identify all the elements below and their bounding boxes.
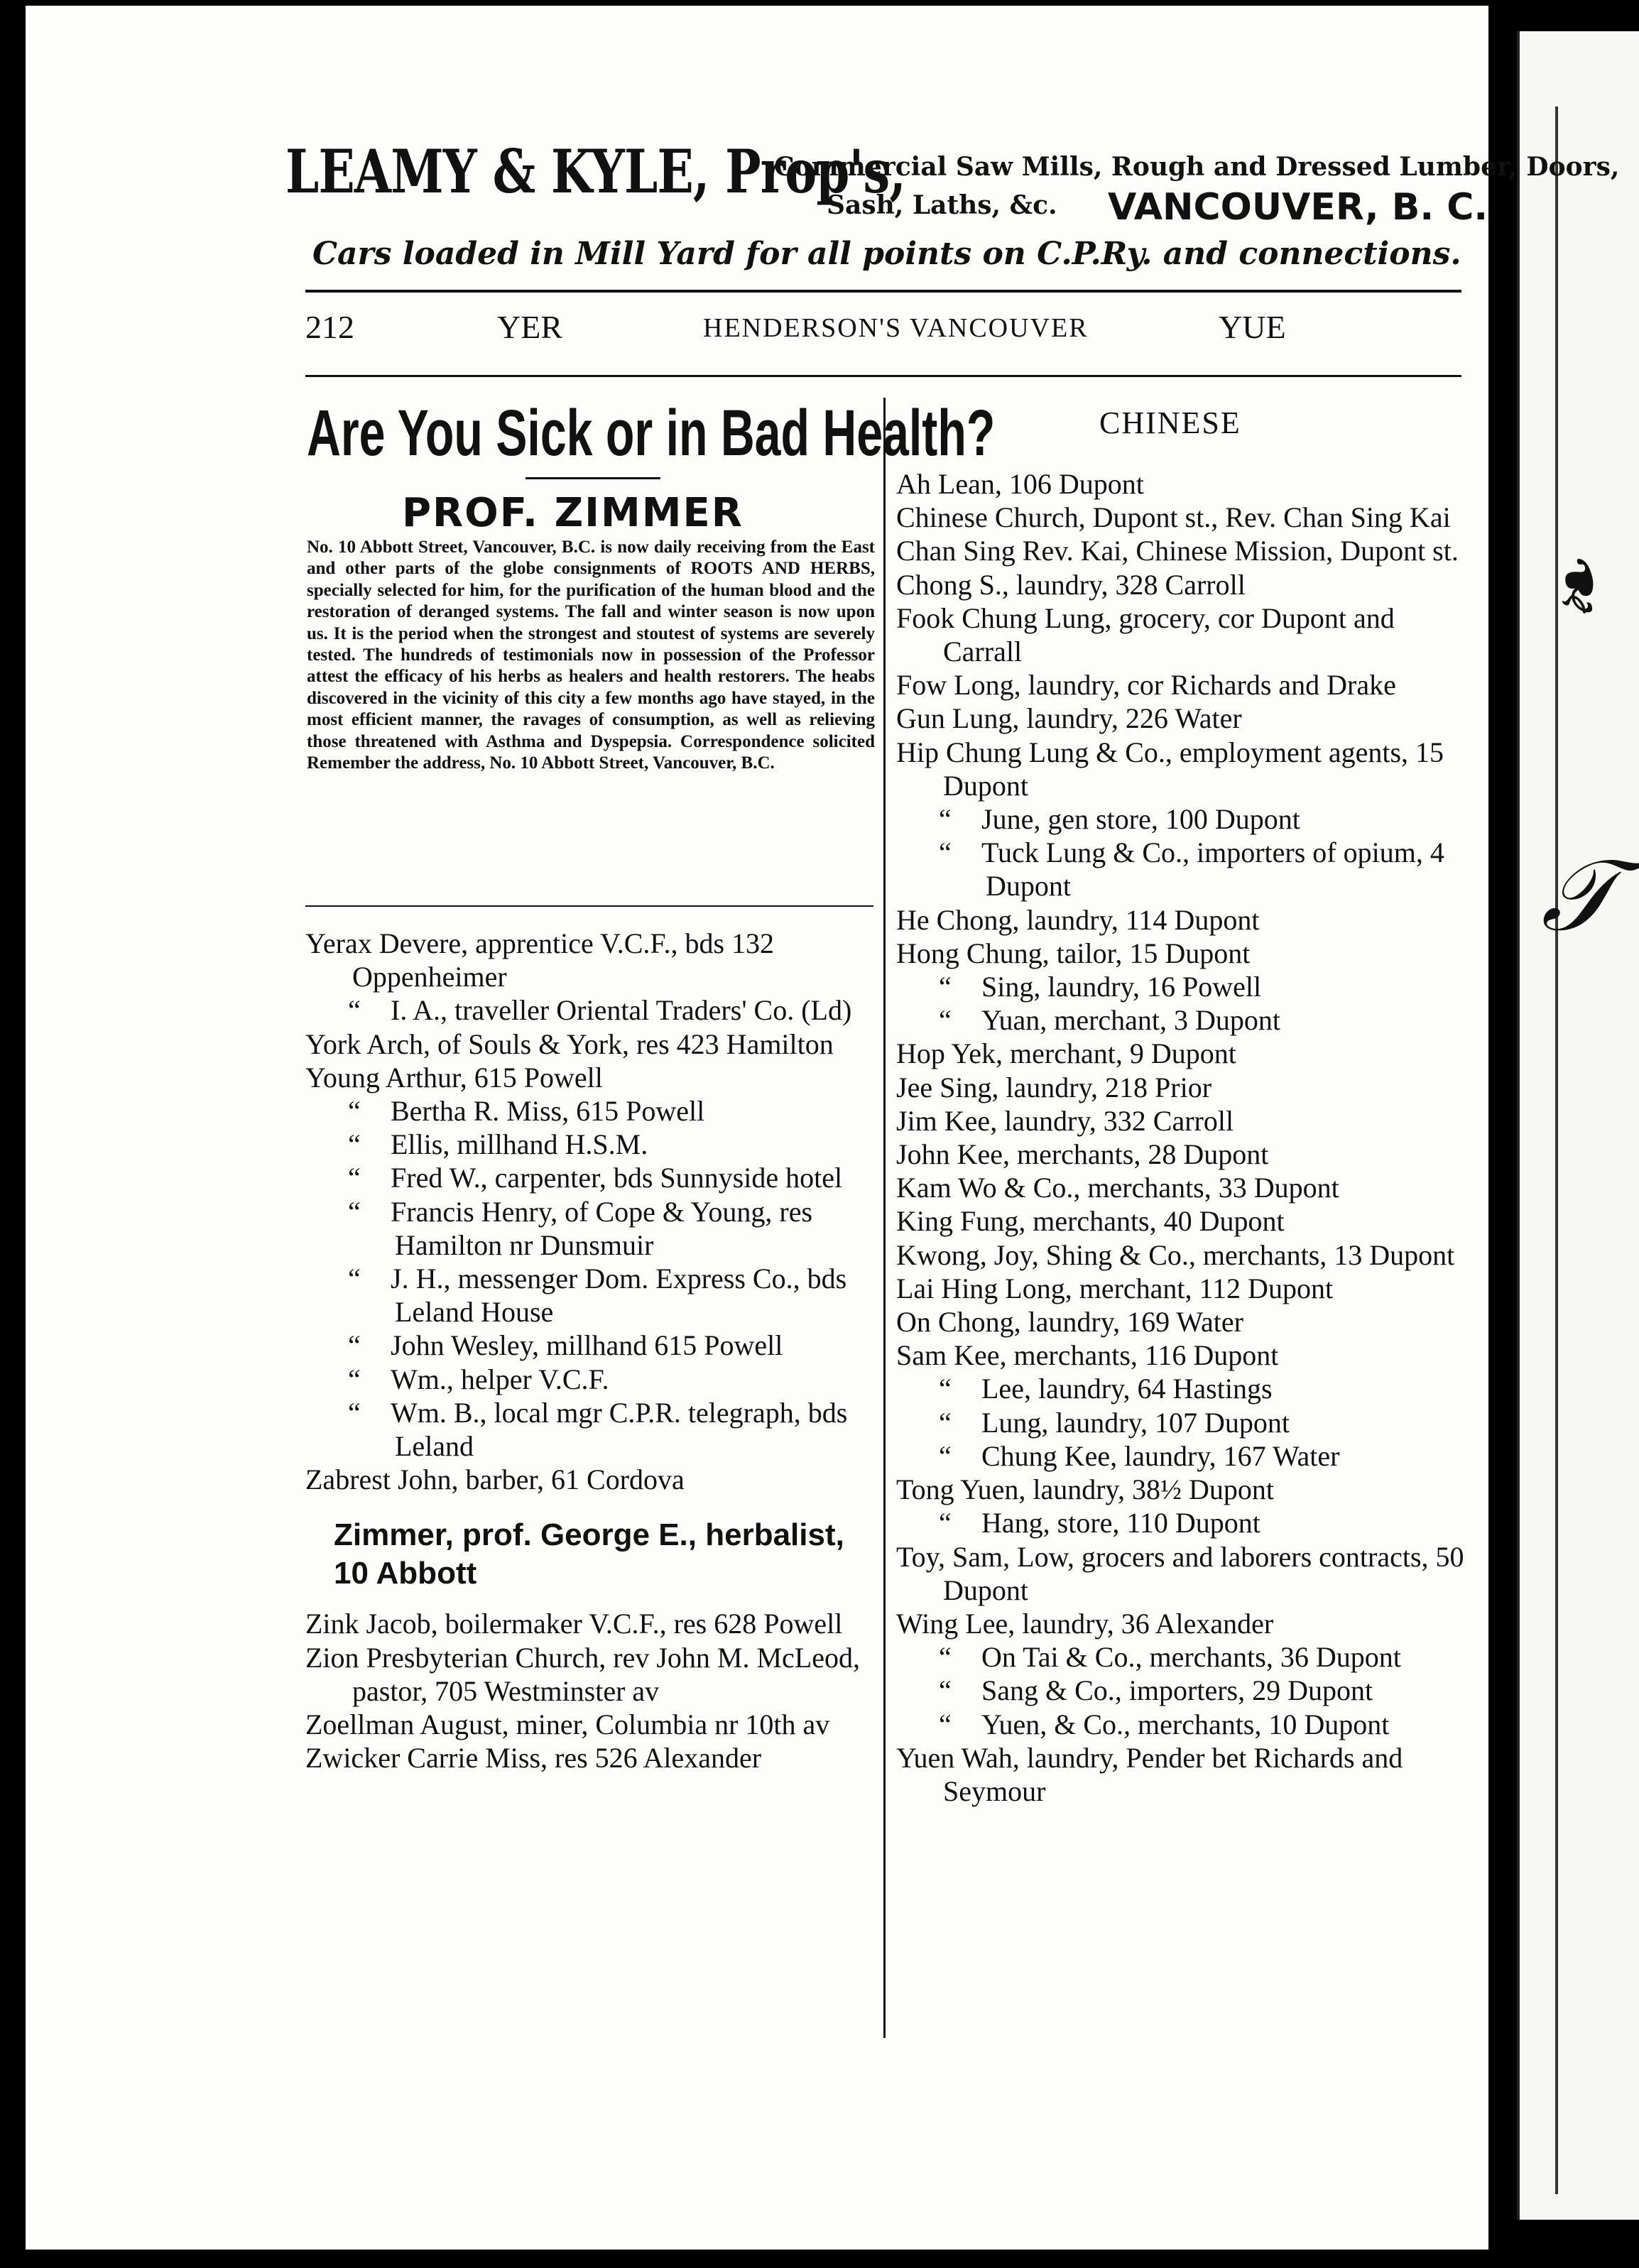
entry-text: Lung, laundry, 107 Dupont — [981, 1406, 1290, 1439]
directory-entry — [896, 1238, 1464, 1272]
entry-text: Hop Yek, merchant, 9 Dupont — [896, 1037, 1236, 1070]
entry-text: Lee, laundry, 64 Hastings — [981, 1373, 1273, 1405]
directory-entry — [896, 1104, 1464, 1138]
entry-text: Chong S., laundry, 328 Carroll — [896, 568, 1246, 601]
entry-text: He Chong, laundry, 114 Dupont — [896, 903, 1260, 936]
left-column — [305, 927, 873, 1774]
directory-entry — [896, 970, 1464, 1003]
entry-text: Ellis, millhand H.S.M. — [391, 1128, 648, 1161]
entry-text: Hip Chung Lung & Co., employment agents, 15 Dupont — [896, 736, 1444, 802]
column-divider — [883, 398, 886, 2038]
directory-entry — [896, 1305, 1464, 1339]
entry-text: John Kee, merchants, 28 Dupont — [896, 1138, 1269, 1171]
ditto-mark: “ — [939, 1507, 952, 1539]
promo-headline: Are You Sick or in Bad Health? — [307, 397, 996, 469]
directory-entry — [896, 1171, 1464, 1204]
ditto-mark: “ — [939, 1373, 952, 1405]
ditto-mark: “ — [348, 1329, 361, 1362]
directory-entry — [305, 1128, 873, 1161]
ditto-mark: “ — [939, 1439, 952, 1472]
ditto-mark: “ — [939, 836, 952, 869]
directory-entry — [896, 1071, 1464, 1104]
entry-text: Zoellman August, miner, Columbia nr 10th av — [305, 1708, 830, 1741]
directory-entry — [896, 1138, 1464, 1171]
entry-text: York Arch, of Souls & York, res 423 Hamilton — [305, 1027, 834, 1060]
facing-page-rule — [1555, 107, 1558, 2194]
entry-text: Chan Sing Rev. Kai, Chinese Mission, Dupont st. — [896, 535, 1459, 567]
entry-text: Hang, store, 110 Dupont — [981, 1507, 1260, 1539]
ditto-mark: “ — [348, 1195, 361, 1228]
directory-entry — [305, 1708, 873, 1741]
decorative-script-ornament: ❧ — [1534, 559, 1625, 625]
directory-entry — [896, 568, 1464, 601]
ditto-mark: “ — [939, 803, 952, 836]
entry-text: J. H., messenger Dom. Express Co., bds Leland House — [391, 1263, 847, 1329]
entry-text: Jee Sing, laundry, 218 Prior — [896, 1071, 1212, 1103]
directory-entry — [305, 1329, 873, 1362]
entry-text: Wm. B., local mgr C.P.R. telegraph, bds Leland — [391, 1396, 848, 1463]
promo-body: No. 10 Abbott Street, Vancouver, B.C. is now daily receiving from the East and other parts of the globe consignments of ROOTS AND HERBS, specially selected for him, for the purification of the human blood and the restoration of deranged systems. The fall and winter season is now upon us. It is the period when the strongest and stoutest of systems are severely tested. The hundreds of testimonials now in possession of the Professor attest the efficacy of his herbs as healers and health restorers. The heabs discovered in the vicinity of this city a few months ago have stayed, in the most efficient manner, the ravages of consumption, as well as relieving those threatened with Asthma and Dyspepsia. Correspondence solicited Remember the address, No. 10 Abbott Street, Vancouver, B.C. — [307, 538, 875, 773]
entry-text: Hong Chung, tailor, 15 Dupont — [896, 937, 1251, 969]
right-column — [896, 467, 1464, 1808]
ditto-mark: “ — [939, 1406, 952, 1439]
directory-entry — [896, 1640, 1464, 1674]
directory-entry — [896, 1674, 1464, 1707]
promo-rule — [526, 477, 660, 479]
directory-entry — [896, 836, 1464, 903]
entry-text: Ah Lean, 106 Dupont — [896, 468, 1144, 500]
page-number: 212 — [305, 309, 354, 345]
promo-name: PROF. ZIMMER — [402, 490, 744, 536]
advertiser-tagline: Cars loaded in Mill Yard for all points on C.P.Ry. and connections. — [312, 236, 1461, 272]
entry-text: Fred W., carpenter, bds Sunnyside hotel — [391, 1162, 843, 1194]
left-guide-word: YER — [497, 309, 562, 345]
entry-text: June, gen store, 100 Dupont — [981, 803, 1300, 836]
directory-entry — [896, 1003, 1464, 1037]
decorative-swash-ornament: 𝒯 — [1541, 838, 1618, 954]
ditto-mark: “ — [348, 1396, 361, 1429]
directory-entry — [896, 1741, 1464, 1808]
ditto-mark: “ — [348, 1162, 361, 1194]
entry-text: Fow Long, laundry, cor Richards and Drake — [896, 669, 1396, 702]
left-entry-list-2 — [305, 1607, 873, 1774]
directory-entry — [896, 501, 1464, 534]
ditto-mark: “ — [939, 1641, 952, 1674]
directory-entry — [896, 1339, 1464, 1372]
directory-entry — [305, 1463, 873, 1496]
ditto-mark: “ — [939, 1674, 952, 1707]
advertiser-services-cont: Sash, Laths, &c. — [827, 190, 1057, 220]
directory-entry — [305, 1363, 873, 1396]
entry-text: Kam Wo & Co., merchants, 33 Dupont — [896, 1172, 1339, 1204]
directory-entry — [896, 1272, 1464, 1305]
directory-entry — [305, 1607, 873, 1640]
advertiser-city: VANCOUVER, B. C. — [1108, 186, 1488, 229]
entry-text: Gun Lung, laundry, 226 Water — [896, 702, 1242, 735]
entry-text: Fook Chung Lung, grocery, cor Dupont and Carrall — [896, 601, 1395, 668]
directory-entry — [896, 1037, 1464, 1070]
entry-text: On Tai & Co., merchants, 36 Dupont — [981, 1641, 1401, 1674]
entry-text: John Wesley, millhand 615 Powell — [391, 1329, 783, 1362]
promo-end-rule — [305, 905, 873, 907]
ditto-mark: “ — [348, 1095, 361, 1128]
directory-entry — [305, 1396, 873, 1463]
directory-entry — [305, 1641, 873, 1708]
running-title: HENDERSON'S VANCOUVER — [703, 313, 1089, 343]
entry-text: Lai Hing Long, merchant, 112 Dupont — [896, 1272, 1334, 1304]
ditto-mark: “ — [939, 971, 952, 1003]
entry-text: Chung Kee, laundry, 167 Water — [981, 1439, 1340, 1472]
left-entry-list — [305, 927, 873, 1496]
directory-entry — [896, 534, 1464, 567]
advertiser-services: Commercial Saw Mills, Rough and Dressed Lumber, Doors, — [774, 152, 1620, 182]
ditto-mark: “ — [348, 994, 361, 1027]
section-heading: CHINESE — [1099, 405, 1241, 440]
entry-text: On Chong, laundry, 169 Water — [896, 1306, 1243, 1339]
entry-text: Sang & Co., importers, 29 Dupont — [981, 1674, 1373, 1707]
directory-entry — [305, 1161, 873, 1194]
entry-text: Wing Lee, laundry, 36 Alexander — [896, 1607, 1274, 1640]
directory-entry — [305, 1195, 873, 1262]
header-rule-top — [305, 290, 1461, 293]
directory-entry — [896, 802, 1464, 836]
entry-text: Bertha R. Miss, 615 Powell — [391, 1095, 705, 1128]
directory-entry — [305, 1741, 873, 1774]
directory-entry — [896, 1506, 1464, 1539]
directory-entry — [896, 467, 1464, 501]
directory-entry — [305, 1262, 873, 1329]
directory-entry — [896, 903, 1464, 937]
advertiser-name: LEAMY & KYLE, Prop's, — [285, 136, 906, 207]
entry-text: Zabrest John, barber, 61 Cordova — [305, 1463, 685, 1496]
directory-entry — [896, 1372, 1464, 1405]
ditto-mark: “ — [939, 1708, 952, 1740]
directory-entry — [305, 1027, 873, 1061]
header-rule-bottom — [305, 375, 1461, 377]
directory-entry — [896, 1406, 1464, 1439]
directory-entry — [896, 668, 1464, 702]
directory-entry — [896, 1473, 1464, 1506]
entry-text: Tong Yuen, laundry, 38½ Dupont — [896, 1473, 1274, 1506]
directory-entry — [896, 1708, 1464, 1741]
entry-text: Tuck Lung & Co., importers of opium, 4 Dupont — [981, 836, 1444, 903]
entry-text: Sam Kee, merchants, 116 Dupont — [896, 1339, 1279, 1372]
ditto-mark: “ — [939, 1004, 952, 1037]
entry-text: Francis Henry, of Cope & Young, res Hamilton nr Dunsmuir — [391, 1195, 813, 1261]
entry-text: Sing, laundry, 16 Powell — [981, 971, 1262, 1003]
entry-text: Yerax Devere, apprentice V.C.F., bds 132 Oppenheimer — [305, 927, 775, 993]
directory-entry — [896, 1540, 1464, 1607]
zimmer-bold-listing: Zimmer, prof. George E., herbalist, 10 Abbott — [334, 1517, 844, 1591]
directory-entry — [305, 927, 873, 993]
ditto-mark: “ — [348, 1263, 361, 1295]
right-guide-word: YUE — [1219, 309, 1286, 345]
entry-text: Young Arthur, 615 Powell — [305, 1061, 603, 1094]
entry-text: I. A., traveller Oriental Traders' Co. (Ld) — [391, 994, 852, 1027]
directory-entry — [896, 601, 1464, 668]
entry-text: Chinese Church, Dupont st., Rev. Chan Sing Kai — [896, 501, 1451, 534]
entry-text: Zink Jacob, boilermaker V.C.F., res 628 Powell — [305, 1608, 843, 1640]
entry-text: Wm., helper V.C.F. — [391, 1363, 609, 1395]
directory-entry — [305, 1061, 873, 1094]
directory-entry — [896, 702, 1464, 735]
directory-entry — [896, 1204, 1464, 1238]
directory-entry — [896, 1607, 1464, 1640]
entry-text: Zwicker Carrie Miss, res 526 Alexander — [305, 1742, 762, 1774]
entry-text: Jim Kee, laundry, 332 Carroll — [896, 1104, 1234, 1137]
directory-entry — [896, 1439, 1464, 1473]
entry-text: King Fung, merchants, 40 Dupont — [896, 1205, 1285, 1238]
facing-page-edge — [1517, 31, 1639, 2220]
right-entry-list — [896, 467, 1464, 1808]
entry-text: Zion Presbyterian Church, rev John M. McLeod, pastor, 705 Westminster av — [305, 1641, 860, 1707]
entry-text: Toy, Sam, Low, grocers and laborers contracts, 50 Dupont — [896, 1540, 1464, 1606]
directory-entry — [305, 993, 873, 1027]
directory-entry — [896, 736, 1464, 802]
entry-text: Kwong, Joy, Shing & Co., merchants, 13 Dupont — [896, 1238, 1455, 1271]
entry-text: Yuen, & Co., merchants, 10 Dupont — [981, 1708, 1390, 1740]
directory-entry — [896, 937, 1464, 970]
ditto-mark: “ — [348, 1363, 361, 1395]
entry-text: Yuen Wah, laundry, Pender bet Richards and Seymour — [896, 1741, 1403, 1807]
ditto-mark: “ — [348, 1128, 361, 1161]
entry-text: Yuan, merchant, 3 Dupont — [981, 1004, 1281, 1037]
directory-entry — [305, 1094, 873, 1128]
